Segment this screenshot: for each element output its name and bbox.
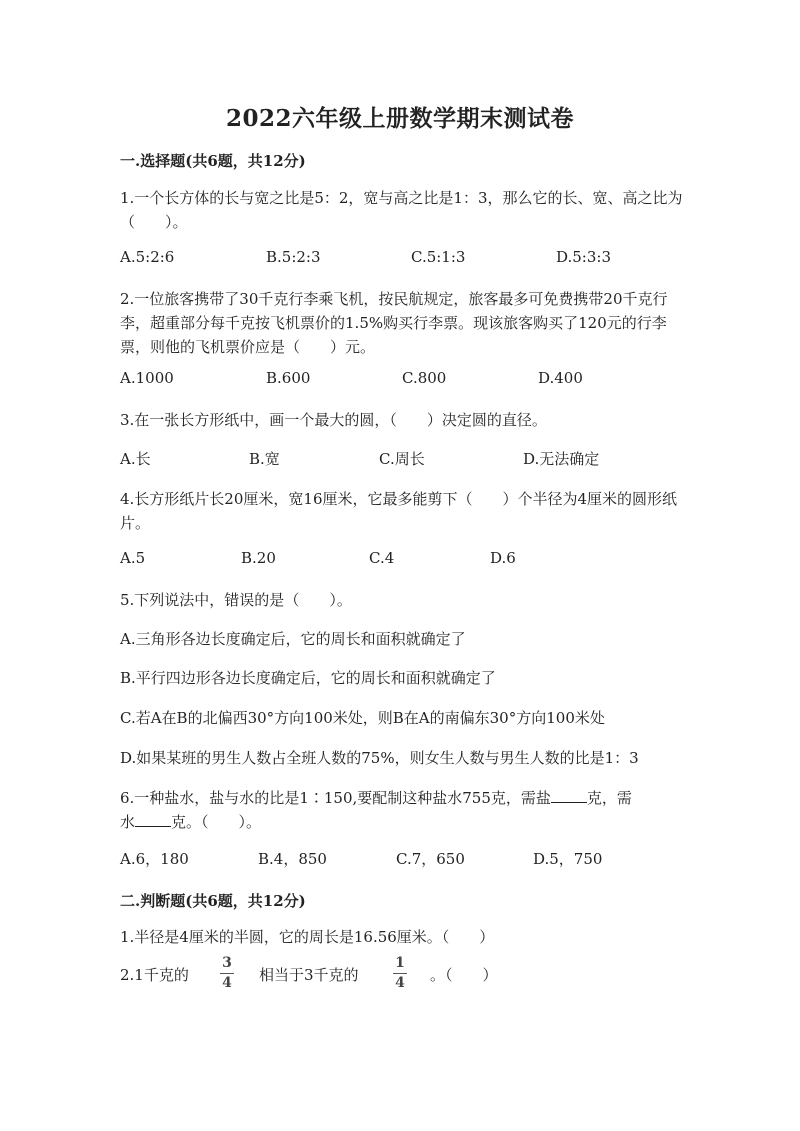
option-b[interactable]: B.平行四边形各边长度确定后，它的周长和面积就确定了 [120, 669, 496, 687]
option-a[interactable]: A.6，180 [120, 850, 189, 868]
question-4-options [120, 549, 685, 573]
question-6-line2: 水 [120, 813, 136, 831]
question-6-line2-end: 克。（ ）。 [171, 813, 262, 831]
section-heading-judgment: 二.判断题(共6题，共12分) [120, 892, 306, 910]
option-d[interactable]: D.6 [490, 549, 516, 567]
question-2-text: 2.一位旅客携带了30千克行李乘飞机，按民航规定，旅客最多可免费携带20千克行李，超重部分每千克按飞机票价的1.5%购买行李票。现该旅客购买了120元的行李票，则他的飞机票价应是（ ）元。 [120, 290, 668, 356]
question-3-options [120, 448, 685, 472]
option-d[interactable]: D.无法确定 [523, 450, 600, 468]
section-heading-choice: 一.选择题(共6题，共12分) [120, 152, 306, 170]
question-6-line1: 6.一种盐水，盐与水的比是1∶150,要配制这种盐水755克，需盐 [120, 789, 551, 807]
option-a[interactable]: A.5:2:6 [120, 248, 175, 266]
judgment-1-text: 1.半径是4厘米的半圆，它的周长是16.56厘米。（ ） [120, 928, 495, 946]
option-c[interactable]: C.4 [369, 549, 395, 567]
option-a[interactable]: A.长 [120, 450, 151, 468]
option-a[interactable]: A.三角形各边长度确定后，它的周长和面积就确定了 [120, 630, 466, 648]
question-1-text: 1.一个长方体的长与宽之比是5：2，宽与高之比是1：3，那么它的长、宽、高之比为（ ）。 [120, 189, 683, 231]
option-a[interactable]: A.5 [120, 549, 146, 567]
option-c[interactable]: C.7，650 [396, 850, 465, 868]
judgment-2-part1: 2.1千克的 [120, 966, 189, 984]
question-1-options [120, 248, 685, 272]
fraction-bar [220, 973, 234, 974]
fraction-denominator: 4 [222, 975, 232, 991]
option-d[interactable]: D.5:3:3 [556, 248, 611, 266]
question-6-options [120, 848, 685, 872]
option-b[interactable]: B.600 [266, 369, 311, 387]
option-b[interactable]: B.20 [241, 549, 276, 567]
answer-blank-water[interactable] [135, 812, 171, 827]
judgment-2-part2: 相当于3千克的 [259, 966, 359, 984]
question-6-line1-end: 克，需 [586, 789, 632, 807]
fraction-three-quarters [217, 956, 237, 991]
option-c[interactable]: C.周长 [379, 450, 425, 468]
question-3-text: 3.在一张长方形纸中，画一个最大的圆，（ ）决定圆的直径。 [120, 411, 547, 429]
option-d[interactable]: D.如果某班的男生人数占全班人数的75%，则女生人数与男生人数的比是1：3 [120, 749, 639, 767]
fraction-bar [393, 973, 407, 974]
question-4-text: 4.长方形纸片长20厘米，宽16厘米，它最多能剪下（ ）个半径为4厘米的圆形纸片。 [120, 490, 678, 532]
judgment-2-part3: 。（ ） [430, 966, 498, 984]
answer-blank-salt[interactable] [551, 788, 587, 803]
option-d[interactable]: D.400 [538, 369, 583, 387]
question-6-text [120, 786, 685, 834]
option-b[interactable]: B.4，850 [258, 850, 327, 868]
option-d[interactable]: D.5，750 [533, 850, 603, 868]
page-title: 2022六年级上册数学期末测试卷 [225, 105, 574, 132]
fraction-numerator: 3 [222, 955, 232, 971]
fraction-one-quarter [390, 956, 410, 991]
fraction-numerator: 1 [395, 955, 405, 971]
fraction-denominator: 4 [395, 975, 405, 991]
option-b[interactable]: B.5:2:3 [266, 248, 321, 266]
question-2-options [120, 369, 685, 393]
option-a[interactable]: A.1000 [120, 369, 174, 387]
option-c[interactable]: C.800 [402, 369, 447, 387]
option-b[interactable]: B.宽 [249, 450, 280, 468]
question-5-text: 5.下列说法中，错误的是（ ）。 [120, 591, 352, 609]
option-c[interactable]: C.5:1:3 [411, 248, 466, 266]
option-c[interactable]: C.若A在B的北偏西30°方向100米处，则B在A的南偏东30°方向100米处 [120, 709, 605, 727]
